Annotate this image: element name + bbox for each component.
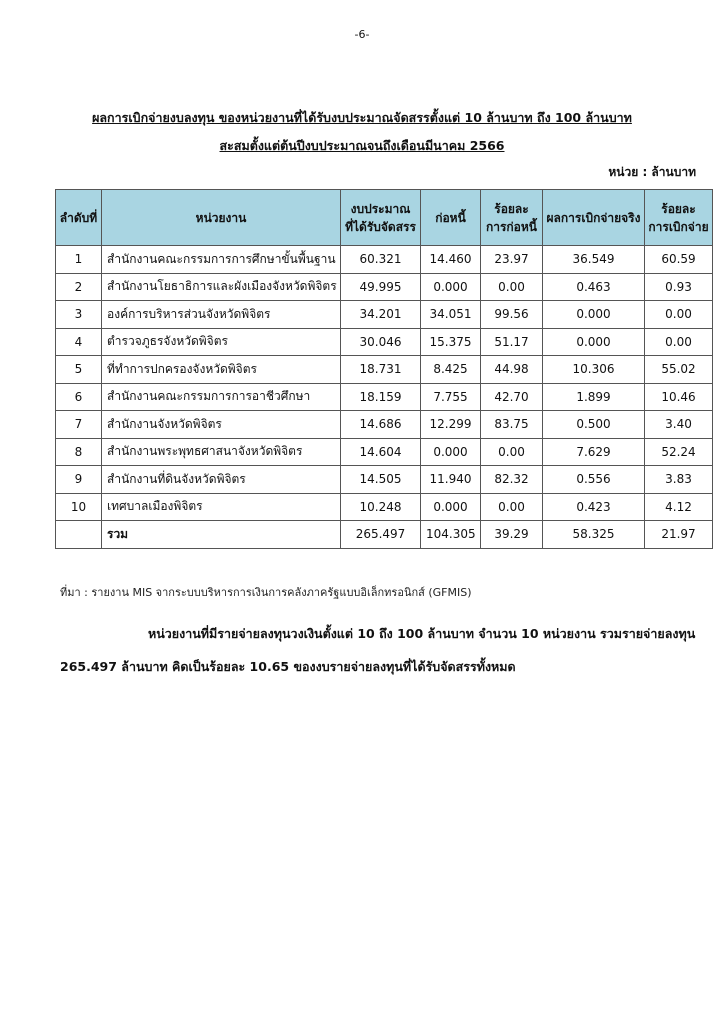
total-obligated: 104.305 bbox=[421, 521, 481, 549]
row-obligated-pct: 44.98 bbox=[481, 356, 543, 384]
row-agency: สำนักงานโยธาธิการและผังเมืองจังหวัดพิจิตร bbox=[102, 273, 341, 301]
row-budget: 60.321 bbox=[341, 246, 421, 274]
unit-label: หน่วย : ล้านบาท bbox=[608, 165, 696, 179]
row-obligated: 12.299 bbox=[421, 411, 481, 439]
row-disbursed: 0.556 bbox=[543, 466, 645, 494]
row-disbursed-pct: 3.40 bbox=[645, 411, 713, 439]
page-number: -6- bbox=[354, 28, 370, 41]
row-budget: 14.505 bbox=[341, 466, 421, 494]
row-obligated-pct: 23.97 bbox=[481, 246, 543, 274]
row-budget: 18.159 bbox=[341, 383, 421, 411]
row-disbursed-pct: 3.83 bbox=[645, 466, 713, 494]
row-no: 2 bbox=[56, 273, 102, 301]
row-agency: ตำรวจภูธรจังหวัดพิจิตร bbox=[102, 328, 341, 356]
table-row bbox=[56, 273, 713, 301]
summary-line-1: หน่วยงานที่มีรายจ่ายลงทุนวงเงินตั้งแต่ 10 ถึง 100 ล้านบาท จำนวน 10 หน่วยงาน รวมรายจ่ายลงทุน bbox=[148, 626, 696, 641]
table-row bbox=[56, 301, 713, 329]
row-agency: สำนักงานคณะกรรมการการอาชีวศึกษา bbox=[102, 383, 341, 411]
row-obligated: 15.375 bbox=[421, 328, 481, 356]
row-disbursed-pct: 0.00 bbox=[645, 301, 713, 329]
row-obligated: 11.940 bbox=[421, 466, 481, 494]
row-obligated-pct: 0.00 bbox=[481, 438, 543, 466]
total-budget: 265.497 bbox=[341, 521, 421, 549]
row-disbursed-pct: 52.24 bbox=[645, 438, 713, 466]
disbursement-table bbox=[55, 189, 713, 549]
row-disbursed-pct: 10.46 bbox=[645, 383, 713, 411]
row-budget: 14.604 bbox=[341, 438, 421, 466]
row-disbursed: 0.500 bbox=[543, 411, 645, 439]
table-row bbox=[56, 383, 713, 411]
row-budget: 30.046 bbox=[341, 328, 421, 356]
row-obligated: 0.000 bbox=[421, 493, 481, 521]
row-obligated-pct: 42.70 bbox=[481, 383, 543, 411]
row-obligated-pct: 83.75 bbox=[481, 411, 543, 439]
header-agency: หน่วยงาน bbox=[102, 190, 341, 246]
row-no: 7 bbox=[56, 411, 102, 439]
row-disbursed: 1.899 bbox=[543, 383, 645, 411]
table-row bbox=[56, 411, 713, 439]
table-row bbox=[56, 438, 713, 466]
row-obligated-pct: 51.17 bbox=[481, 328, 543, 356]
table-header-row bbox=[56, 190, 713, 246]
table-row bbox=[56, 328, 713, 356]
row-agency: องค์การบริหารส่วนจังหวัดพิจิตร bbox=[102, 301, 341, 329]
row-budget: 18.731 bbox=[341, 356, 421, 384]
row-budget: 49.995 bbox=[341, 273, 421, 301]
row-disbursed: 36.549 bbox=[543, 246, 645, 274]
row-disbursed-pct: 55.02 bbox=[645, 356, 713, 384]
row-agency: ที่ทำการปกครองจังหวัดพิจิตร bbox=[102, 356, 341, 384]
row-obligated: 0.000 bbox=[421, 438, 481, 466]
report-title: ผลการเบิกจ่ายงบลงทุน ของหน่วยงานที่ได้รับงบประมาณจัดสรรตั้งแต่ 10 ล้านบาท ถึง 100 ล้านบาท bbox=[92, 110, 632, 125]
row-agency: สำนักงานพระพุทธศาสนาจังหวัดพิจิตร bbox=[102, 438, 341, 466]
row-disbursed: 0.000 bbox=[543, 301, 645, 329]
header-obligated: ก่อหนี้ bbox=[421, 190, 481, 246]
header-obligated-pct: ร้อยละ การก่อหนี้ bbox=[481, 190, 543, 246]
row-obligated-pct: 0.00 bbox=[481, 273, 543, 301]
row-no: 10 bbox=[56, 493, 102, 521]
row-disbursed-pct: 60.59 bbox=[645, 246, 713, 274]
row-obligated-pct: 0.00 bbox=[481, 493, 543, 521]
table-row bbox=[56, 466, 713, 494]
summary-line-2: 265.497 ล้านบาท คิดเป็นร้อยละ 10.65 ของงบรายจ่ายลงทุนที่ได้รับจัดสรรทั้งหมด bbox=[60, 659, 516, 674]
row-disbursed: 7.629 bbox=[543, 438, 645, 466]
row-no: 4 bbox=[56, 328, 102, 356]
row-disbursed: 0.423 bbox=[543, 493, 645, 521]
total-obligated-pct: 39.29 bbox=[481, 521, 543, 549]
row-no: 6 bbox=[56, 383, 102, 411]
header-budget: งบประมาณ ที่ได้รับจัดสรร bbox=[341, 190, 421, 246]
row-obligated: 7.755 bbox=[421, 383, 481, 411]
row-agency: สำนักงานจังหวัดพิจิตร bbox=[102, 411, 341, 439]
total-label: รวม bbox=[102, 521, 341, 549]
row-no: 5 bbox=[56, 356, 102, 384]
row-budget: 10.248 bbox=[341, 493, 421, 521]
row-obligated: 0.000 bbox=[421, 273, 481, 301]
row-obligated-pct: 99.56 bbox=[481, 301, 543, 329]
row-no: 8 bbox=[56, 438, 102, 466]
row-disbursed: 0.000 bbox=[543, 328, 645, 356]
report-subtitle: สะสมตั้งแต่ต้นปีงบประมาณจนถึงเดือนมีนาคม 2566 bbox=[219, 138, 505, 153]
header-disbursed-pct: ร้อยละ การเบิกจ่าย bbox=[645, 190, 713, 246]
row-no: 9 bbox=[56, 466, 102, 494]
row-disbursed: 10.306 bbox=[543, 356, 645, 384]
row-agency: สำนักงานคณะกรรมการการศึกษาขั้นพื้นฐาน bbox=[102, 246, 341, 274]
row-obligated: 34.051 bbox=[421, 301, 481, 329]
table-row bbox=[56, 356, 713, 384]
row-disbursed: 0.463 bbox=[543, 273, 645, 301]
header-disbursed: ผลการเบิกจ่ายจริง bbox=[543, 190, 645, 246]
row-obligated: 14.460 bbox=[421, 246, 481, 274]
row-budget: 34.201 bbox=[341, 301, 421, 329]
row-agency: สำนักงานที่ดินจังหวัดพิจิตร bbox=[102, 466, 341, 494]
row-no: 1 bbox=[56, 246, 102, 274]
row-no: 3 bbox=[56, 301, 102, 329]
total-disbursed-pct: 21.97 bbox=[645, 521, 713, 549]
row-agency: เทศบาลเมืองพิจิตร bbox=[102, 493, 341, 521]
row-obligated: 8.425 bbox=[421, 356, 481, 384]
table-row bbox=[56, 493, 713, 521]
row-budget: 14.686 bbox=[341, 411, 421, 439]
header-no: ลำดับที่ bbox=[56, 190, 102, 246]
row-disbursed-pct: 0.93 bbox=[645, 273, 713, 301]
table-total-row bbox=[56, 521, 713, 549]
total-no-cell bbox=[56, 521, 102, 549]
row-disbursed-pct: 4.12 bbox=[645, 493, 713, 521]
source-note: ที่มา : รายงาน MIS จากระบบบริหารการเงินการคลังภาครัฐแบบอิเล็กทรอนิกส์ (GFMIS) bbox=[60, 586, 472, 599]
row-disbursed-pct: 0.00 bbox=[645, 328, 713, 356]
table-row bbox=[56, 246, 713, 274]
total-disbursed: 58.325 bbox=[543, 521, 645, 549]
row-obligated-pct: 82.32 bbox=[481, 466, 543, 494]
